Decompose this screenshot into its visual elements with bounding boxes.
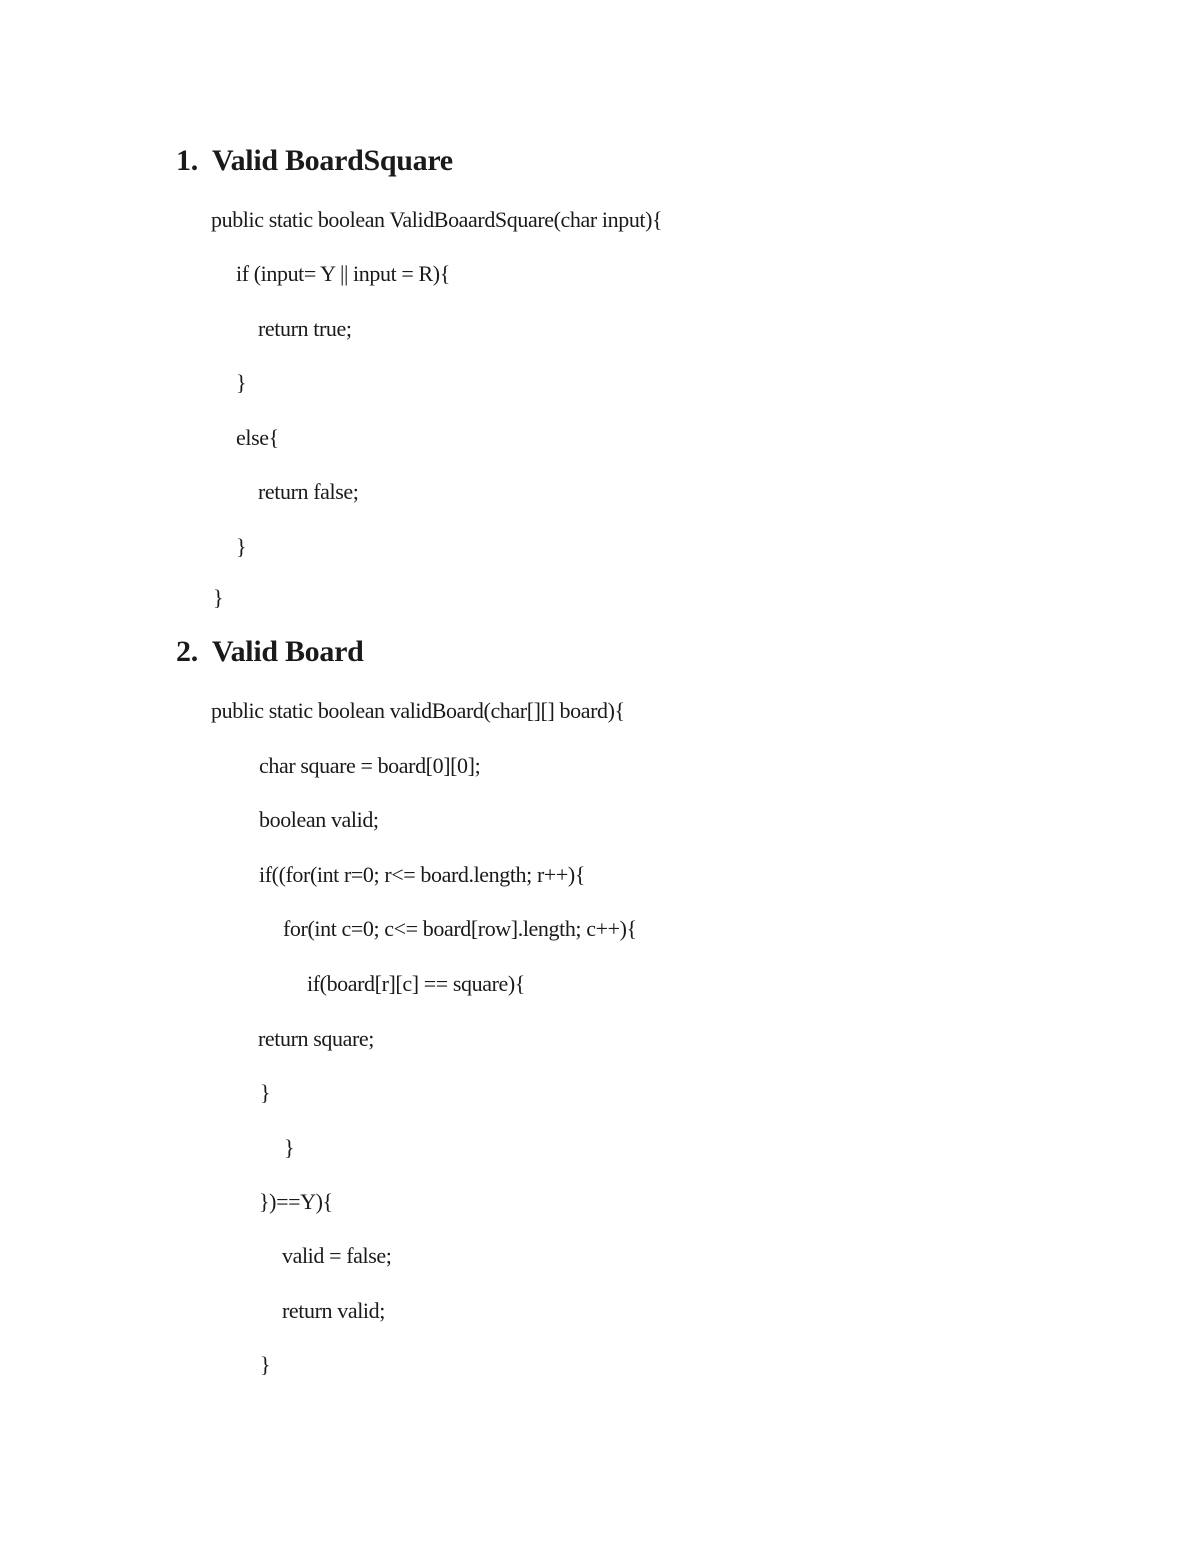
code-line: } xyxy=(260,1080,271,1105)
section-2-title: Valid Board xyxy=(212,635,364,668)
code-line: char square = board[0][0]; xyxy=(259,753,481,778)
code-line: public static boolean validBoard(char[][] board){ xyxy=(211,698,625,723)
code-line: for(int c=0; c<= board[row].length; c++){ xyxy=(283,916,637,941)
code-line: } xyxy=(260,1352,271,1377)
code-line: } xyxy=(213,585,224,610)
code-line: } xyxy=(236,370,247,395)
code-line: boolean valid; xyxy=(259,807,379,832)
code-line: if (input= Y || input = R){ xyxy=(236,261,450,286)
code-line: if((for(int r=0; r<= board.length; r++){ xyxy=(259,862,585,887)
code-line: } xyxy=(236,534,247,559)
code-line: return false; xyxy=(258,479,359,504)
section-2-number: 2. xyxy=(176,635,198,668)
code-line: } xyxy=(284,1135,295,1160)
code-line: else{ xyxy=(236,425,279,450)
section-2-heading xyxy=(176,634,363,670)
code-line: })==Y){ xyxy=(259,1189,333,1214)
section-1-number: 1. xyxy=(176,144,198,177)
section-1-heading xyxy=(176,143,453,179)
code-line: return true; xyxy=(258,316,352,341)
code-line: if(board[r][c] == square){ xyxy=(307,971,525,996)
code-line: return square; xyxy=(258,1026,374,1051)
section-1-title: Valid BoardSquare xyxy=(212,144,453,177)
code-line: public static boolean ValidBoaardSquare(char input){ xyxy=(211,207,663,232)
code-line: valid = false; xyxy=(282,1243,392,1268)
code-line: return valid; xyxy=(282,1298,385,1323)
